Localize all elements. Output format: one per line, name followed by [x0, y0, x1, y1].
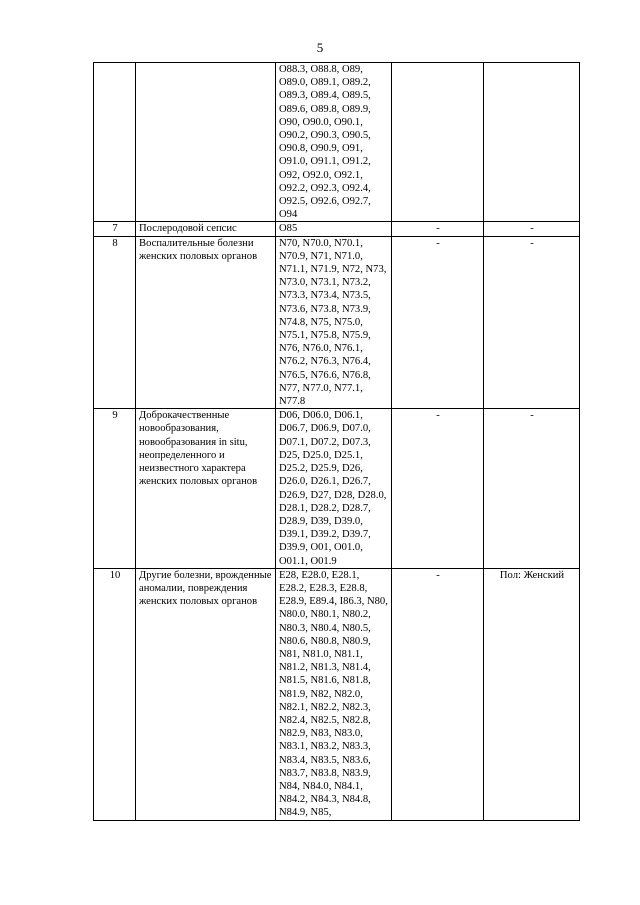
table-row: [94, 63, 580, 222]
column-5-cell: -: [484, 222, 580, 236]
group-name-cell: [136, 63, 276, 222]
group-name-cell: Воспалительные болезни женских половых органов: [136, 236, 276, 409]
icd-codes-cell: O88.3, O88.8, O89, O89.0, O89.1, O89.2, O89.3, O89.4, O89.5, O89.6, O89.8, O89.9, O90, O90.0, O90.1, O90.2, O90.3, O90.5, O90.8, O90.9, O91, O91.0, O91.1, O91.2, O92, O92.0, O92.1, O92.2, O92.3, O92.4, O92.5, O92.6, O92.7, O94: [276, 63, 392, 222]
row-number-cell: 10: [94, 568, 136, 820]
column-4-cell: -: [392, 222, 484, 236]
table-row: [94, 568, 580, 820]
column-4-cell: -: [392, 568, 484, 820]
column-4-cell: -: [392, 236, 484, 409]
group-name-cell: Другие болезни, врожденные аномалии, повреждения женских половых органов: [136, 568, 276, 820]
icd-codes-cell: N70, N70.0, N70.1, N70.9, N71, N71.0, N71.1, N71.9, N72, N73, N73.0, N73.1, N73.2, N73.3, N73.4, N73.5, N73.6, N73.8, N73.9, N74.8, N75, N75.0, N75.1, N75.8, N75.9, N76, N76.0, N76.1, N76.2, N76.3, N76.4, N76.5, N76.6, N76.8, N77, N77.0, N77.1, N77.8: [276, 236, 392, 409]
column-5-cell: Пол: Женский: [484, 568, 580, 820]
row-number-cell: [94, 63, 136, 222]
page-number: 5: [316, 40, 324, 55]
classification-table: [93, 62, 580, 821]
column-4-cell: [392, 63, 484, 222]
row-number-cell: 9: [94, 409, 136, 568]
group-name-cell: Послеродовой сепсис: [136, 222, 276, 236]
row-number-cell: 8: [94, 236, 136, 409]
column-5-cell: -: [484, 409, 580, 568]
row-number-cell: 7: [94, 222, 136, 236]
column-5-cell: -: [484, 236, 580, 409]
icd-codes-cell: D06, D06.0, D06.1, D06.7, D06.9, D07.0, D07.1, D07.2, D07.3, D25, D25.0, D25.1, D25.2, D25.9, D26, D26.0, D26.1, D26.7, D26.9, D27, D28, D28.0, D28.1, D28.2, D28.7, D28.9, D39, D39.0, D39.1, D39.2, D39.7, D39.9, O01, O01.0, O01.1, O01.9: [276, 409, 392, 568]
group-name-cell: Доброкачественные новообразования, новообразования in situ, неопределенного и неизвестного характера женских половых органов: [136, 409, 276, 568]
column-4-cell: -: [392, 409, 484, 568]
icd-codes-cell: O85: [276, 222, 392, 236]
icd-codes-cell: E28, E28.0, E28.1, E28.2, E28.3, E28.8, E28.9, E89.4, I86.3, N80, N80.0, N80.1, N80.2, N80.3, N80.4, N80.5, N80.6, N80.8, N80.9, N81, N81.0, N81.1, N81.2, N81.3, N81.4, N81.5, N81.6, N81.8, N81.9, N82, N82.0, N82.1, N82.2, N82.3, N82.4, N82.5, N82.8, N82.9, N83, N83.0, N83.1, N83.2, N83.3, N83.4, N83.5, N83.6, N83.7, N83.8, N83.9, N84, N84.0, N84.1, N84.2, N84.3, N84.8, N84.9, N85,: [276, 568, 392, 820]
column-5-cell: [484, 63, 580, 222]
table-row: [94, 222, 580, 236]
table-row: [94, 409, 580, 568]
table-row: [94, 236, 580, 409]
